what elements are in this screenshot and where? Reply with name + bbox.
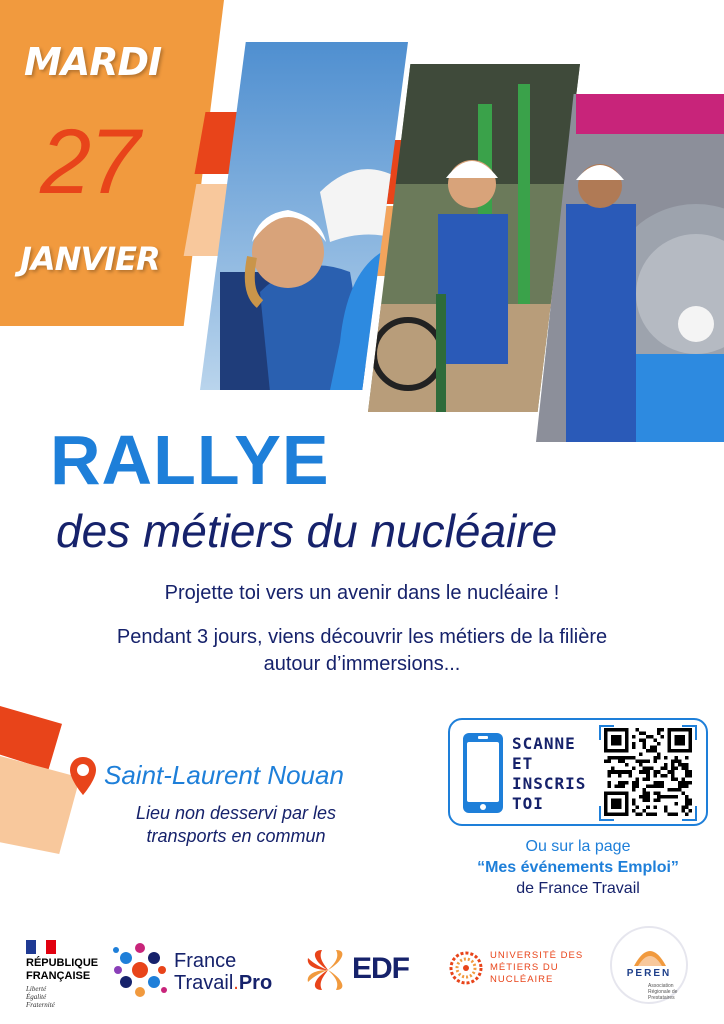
- sun-icon: [630, 940, 670, 968]
- scan-line: INSCRIS: [512, 774, 587, 793]
- online-page-name: “Mes événements Emploi”: [477, 859, 679, 876]
- edf-logo-icon: [304, 948, 352, 992]
- ft-travail: Travail: [174, 972, 234, 994]
- rf-motto-line: Fraternité: [26, 1001, 55, 1009]
- peren-name: PEREN: [626, 968, 672, 979]
- event-description: [20, 624, 704, 678]
- date-day: MARDI: [24, 40, 162, 84]
- qr-code[interactable]: [604, 728, 692, 816]
- ft-line: France: [174, 950, 237, 972]
- online-line: Ou sur la page: [525, 838, 631, 855]
- date-number: 27: [40, 111, 139, 213]
- scan-line: SCANNE: [512, 734, 576, 753]
- event-title: RALLYE: [50, 421, 330, 499]
- peren-subtitle: Association Régionale de Prestataires: [648, 983, 678, 1001]
- edf-logo: EDF: [352, 952, 409, 985]
- description-line: autour d’immersions...: [263, 653, 461, 675]
- scan-line: TOI: [512, 794, 544, 813]
- location-note-line: transports en commun: [146, 826, 326, 846]
- qr-registration-card[interactable]: [448, 718, 708, 826]
- photo-worker-smiling: [200, 42, 408, 390]
- description-line: Pendant 3 jours, viens découvrir les métiers de la filière: [116, 626, 608, 648]
- rf-motto: [26, 985, 55, 1009]
- date-month: JANVIER: [20, 240, 160, 278]
- map-pin-icon: [68, 756, 98, 796]
- online-registration-info: [448, 836, 708, 899]
- online-line: de France Travail: [516, 880, 640, 897]
- umn-line: NUCLÉAIRE: [490, 974, 554, 985]
- scan-line: ET: [512, 754, 534, 773]
- republique-francaise-logo-icon: [26, 940, 56, 954]
- rf-line: FRANÇAISE: [26, 970, 91, 982]
- rf-line: RÉPUBLIQUE: [26, 957, 99, 969]
- rf-motto-line: Liberté: [26, 985, 47, 993]
- ft-dot: .: [233, 972, 239, 994]
- rf-motto-line: Égalité: [26, 993, 47, 1001]
- ft-pro: Pro: [238, 972, 273, 994]
- france-travail-logo: [174, 950, 272, 994]
- scan-instructions: [512, 734, 586, 814]
- umn-line: UNIVERSITÉ DES: [490, 950, 584, 961]
- universite-metiers-nucleaire-logo: [490, 950, 583, 986]
- smartphone-icon: [462, 732, 504, 814]
- tagline: Projette toi vers un avenir dans le nucléaire !: [164, 582, 560, 604]
- republique-francaise-logo: [26, 957, 98, 983]
- peren-logo: [610, 926, 688, 1004]
- france-travail-logo-icon: [112, 940, 168, 1000]
- location-city: Saint-Laurent Nouan: [104, 760, 344, 790]
- location-note: [96, 802, 376, 848]
- location-note-line: Lieu non desservi par les: [135, 803, 337, 823]
- umn-line: MÉTIERS DU: [490, 962, 559, 973]
- event-subtitle: des métiers du nucléaire: [56, 505, 558, 557]
- universite-metiers-nucleaire-logo-icon: [448, 950, 484, 986]
- ft-line: [174, 972, 272, 994]
